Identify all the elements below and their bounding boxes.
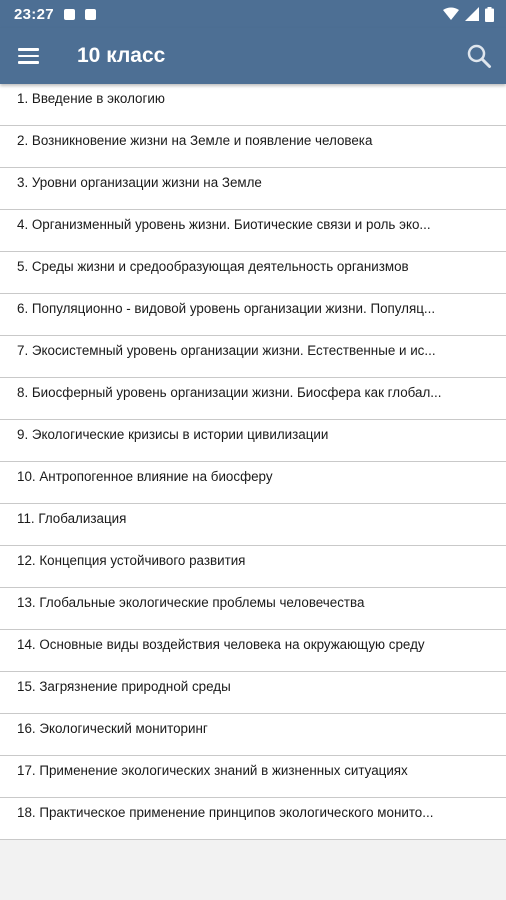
list-item[interactable]: 1. Введение в экологию [0, 84, 506, 126]
list-item[interactable]: 3. Уровни организации жизни на Земле [0, 168, 506, 210]
list-item[interactable]: 17. Применение экологических знаний в жизненных ситуациях [0, 756, 506, 798]
status-bar [0, 0, 506, 28]
topic-list [0, 84, 506, 840]
list-item[interactable]: 6. Популяционно - видовой уровень организации жизни. Популяц... [0, 294, 506, 336]
list-item[interactable]: 8. Биосферный уровень организации жизни. Биосфера как глобал... [0, 378, 506, 420]
list-item[interactable]: 15. Загрязнение природной среды [0, 672, 506, 714]
list-item[interactable]: 2. Возникновение жизни на Земле и появление человека [0, 126, 506, 168]
list-item[interactable]: 14. Основные виды воздействия человека на окружающую среду [0, 630, 506, 672]
list-item[interactable]: 16. Экологический мониторинг [0, 714, 506, 756]
wifi-icon [443, 7, 459, 21]
list-item[interactable]: 9. Экологические кризисы в истории цивилизации [0, 420, 506, 462]
image-notification-icon [64, 9, 75, 20]
list-item[interactable]: 7. Экосистемный уровень организации жизни. Естественные и ис... [0, 336, 506, 378]
download-notification-icon [85, 9, 96, 20]
list-item[interactable]: 13. Глобальные экологические проблемы человечества [0, 588, 506, 630]
status-left [14, 6, 96, 23]
signal-icon [465, 7, 479, 21]
page-title: 10 класс [77, 44, 166, 67]
list-item[interactable]: 10. Антропогенное влияние на биосферу [0, 462, 506, 504]
list-item[interactable]: 4. Организменный уровень жизни. Биотические связи и роль эко... [0, 210, 506, 252]
search-icon[interactable] [466, 43, 492, 69]
list-item[interactable]: 12. Концепция устойчивого развития [0, 546, 506, 588]
list-item[interactable]: 5. Среды жизни и средообразующая деятельность организмов [0, 252, 506, 294]
status-right [443, 7, 494, 22]
status-time: 23:27 [14, 5, 54, 23]
battery-icon [485, 7, 494, 22]
app-bar [0, 28, 506, 84]
list-item[interactable]: 18. Практическое применение принципов экологического монито... [0, 798, 506, 840]
hamburger-menu-icon[interactable] [18, 44, 42, 68]
list-item[interactable]: 11. Глобализация [0, 504, 506, 546]
